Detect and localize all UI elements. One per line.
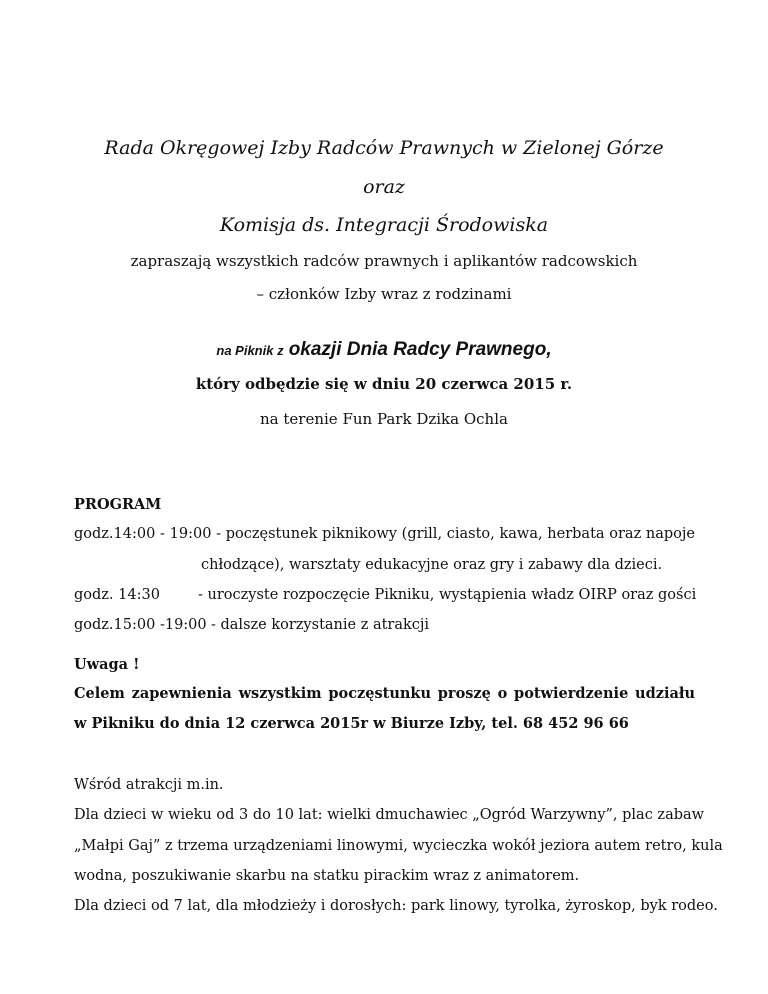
event-place: na terenie Fun Park Dzika Ochla — [260, 410, 508, 428]
attractions-line-3: wodna, poszukiwanie skarbu na statku pirackim wraz z animatorem. — [74, 868, 580, 884]
program-item-1: godz.14:00 - 19:00 - poczęstunek piknikowy (grill, ciasto, kawa, herbata oraz napoje — [74, 526, 695, 542]
invitees-line: – członków Izby wraz z rodzinami — [256, 285, 512, 303]
attractions-line-4: Dla dzieci od 7 lat, dla młodzieży i dorosłych: park linowy, tyrolka, żyroskop, byk rodeo. — [74, 898, 718, 914]
invitation-line: zapraszają wszystkich radców prawnych i aplikantów radcowskich — [130, 252, 638, 270]
event-title-prefix: na Piknik z — [216, 343, 284, 358]
commission-title: Komisja ds. Integracji Środowiska — [219, 214, 549, 236]
program-heading: PROGRAM — [74, 496, 162, 513]
attractions-heading: Wśród atrakcji m.in. — [74, 777, 224, 793]
program-item-3-time: godz.15:00 -19:00 — [74, 617, 207, 633]
event-date: który odbędzie się w dniu 20 czerwca 2015 r. — [195, 375, 573, 393]
attractions-line-2: „Małpi Gaj” z trzema urządzeniami linowymi, wycieczka wokół jeziora autem retro, kula — [74, 838, 723, 854]
organizer-title: Rada Okręgowej Izby Radców Prawnych w Zielonej Górze — [104, 137, 664, 159]
program-item-2-text: - uroczyste rozpoczęcie Pikniku, wystąpienia władz OIRP oraz gości — [198, 587, 697, 603]
conjunction-text: oraz — [363, 176, 405, 198]
program-item-3-text: - dalsze korzystanie z atrakcji — [211, 617, 430, 633]
program-item-2-time: godz. 14:30 — [74, 587, 160, 603]
notice-heading: Uwaga ! — [74, 656, 140, 673]
event-title — [0, 339, 768, 361]
notice-line-1: Celem zapewnienia wszystkim poczęstunku proszę o potwierdzenie udziału — [74, 685, 695, 702]
event-title-name: okazji Dnia Radcy Prawnego, — [288, 339, 552, 360]
program-item-1-continued: chłodzące), warsztaty edukacyjne oraz gry i zabawy dla dzieci. — [201, 557, 663, 573]
attractions-line-1: Dla dzieci w wieku od 3 do 10 lat: wielki dmuchawiec „Ogród Warzywny”, plac zabaw — [74, 807, 705, 823]
notice-line-2: w Pikniku do dnia 12 czerwca 2015r w Biurze Izby, tel. 68 452 96 66 — [74, 715, 629, 732]
